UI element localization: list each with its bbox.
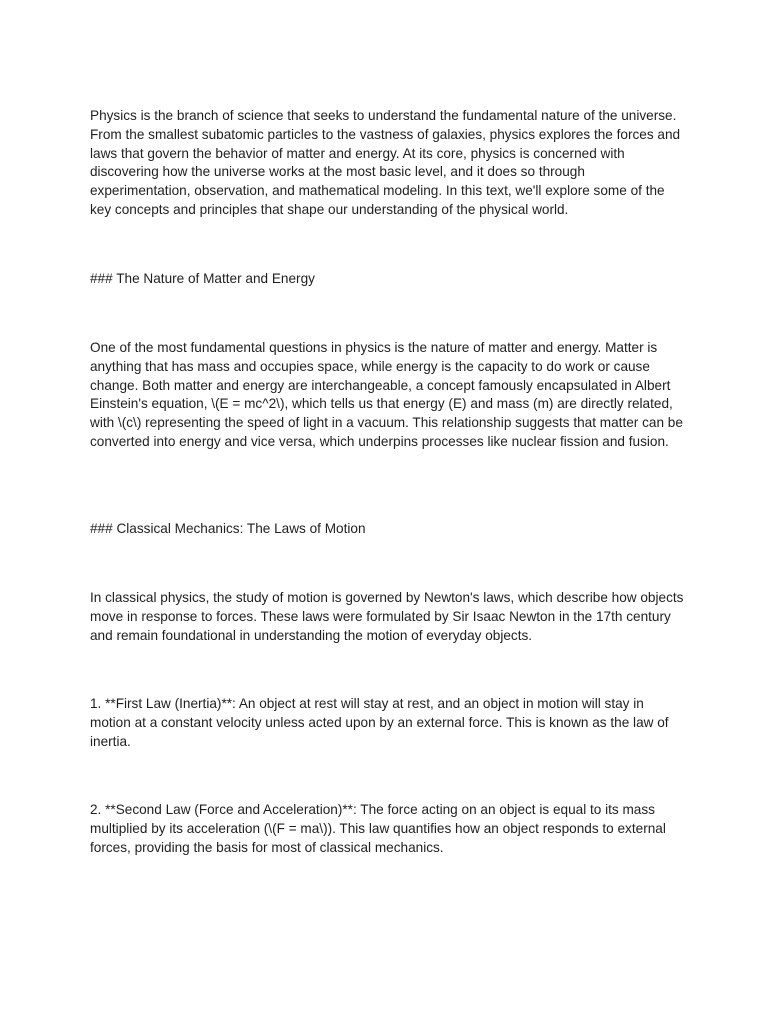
intro-paragraph: Physics is the branch of science that seeks to understand the fundamental nature of the universe. From the smallest subatomic particles to the vastness of galaxies, physics explores the forces and laws that govern the behavior of matter and energy. At its core, physics is concerned with discovering how the universe works at the most basic level, and it does so through experimentation, observation, and mathematical modeling. In this text, we'll explore some of the key concepts and principles that shape our understanding of the physical world. [90,108,681,217]
heading-classical-mechanics: ### Classical Mechanics: The Laws of Motion [90,521,366,536]
first-law-paragraph: 1. **First Law (Inertia)**: An object at rest will stay at rest, and an object in motion will stay in motion at a constant velocity unless acted upon by an external force. This is known as the law of inertia. [90,696,669,749]
second-law-paragraph: 2. **Second Law (Force and Acceleration)**: The force acting on an object is equal to its mass multiplied by its acceleration (\(F = ma\)). This law quantifies how an object responds to external forces, providing the basis for most of classical mechanics. [90,802,666,855]
classical-mechanics-paragraph: In classical physics, the study of motion is governed by Newton's laws, which describe how objects move in response to forces. These laws were formulated by Sir Isaac Newton in the 17th century and remain foundational in understanding the motion of everyday objects. [90,590,684,643]
heading-matter-energy: ### The Nature of Matter and Energy [90,271,315,286]
matter-energy-paragraph: One of the most fundamental questions in physics is the nature of matter and energy. Matter is anything that has mass and occupies space, while energy is the capacity to do work or cause change. Both matter and energy are interchangeable, a concept famously encapsulated in Albert Einstein's equation, \(E = mc^2\), which tells us that energy (E) and mass (m) are directly related, with \(c\) representing the speed of light in a vacuum. This relationship suggests that matter can be converted into energy and vice versa, which underpins processes like nuclear fission and fusion. [90,340,683,449]
